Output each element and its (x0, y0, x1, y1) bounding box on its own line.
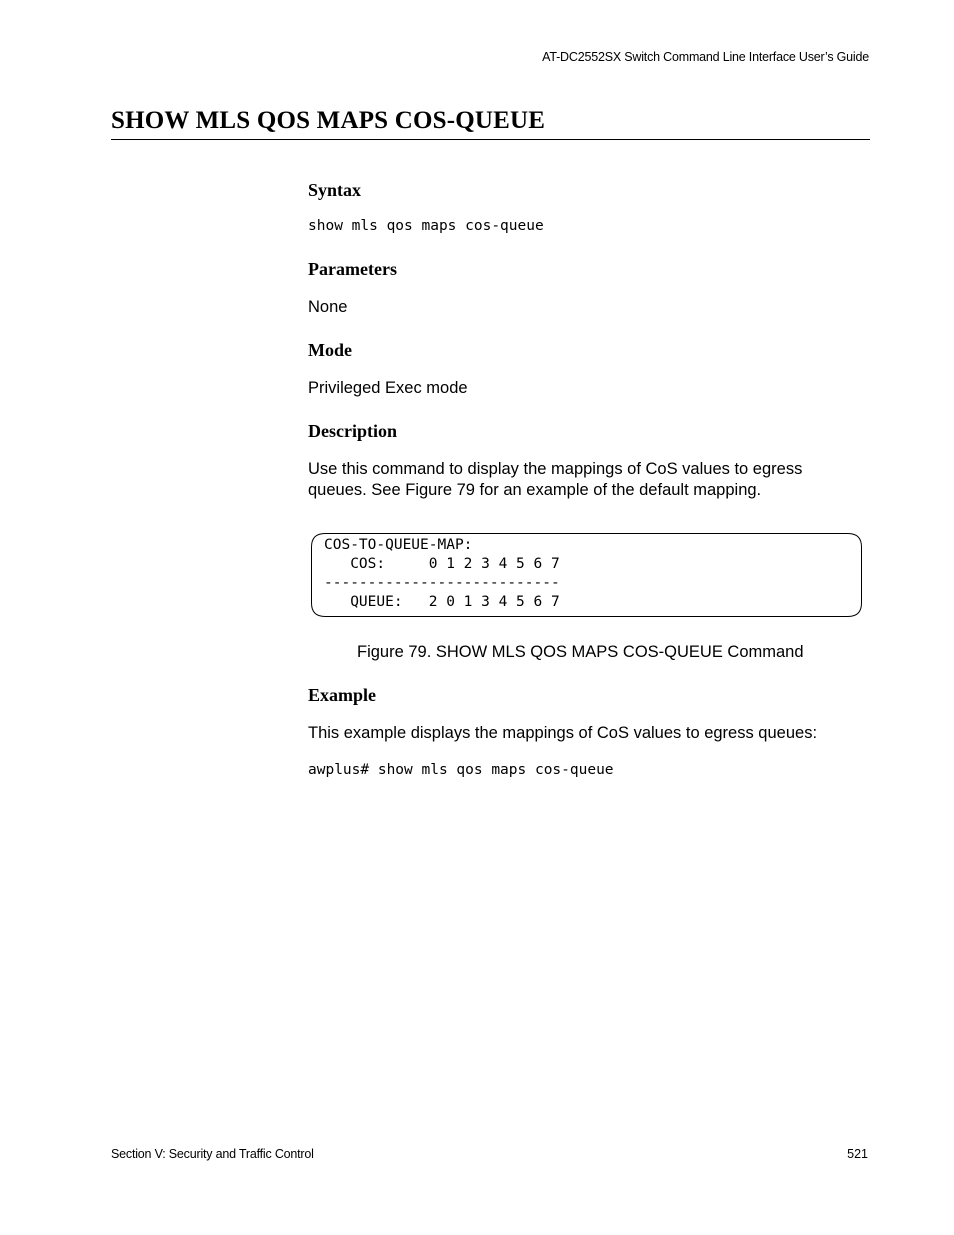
figure-code-box (311, 533, 862, 617)
description-line-1: Use this command to display the mappings of CoS values to egress (308, 460, 803, 478)
figure-caption: Figure 79. SHOW MLS QOS MAPS COS-QUEUE Command (357, 643, 804, 661)
page-title: SHOW MLS QOS MAPS COS-QUEUE (111, 107, 546, 134)
figure-line-2: COS: 0 1 2 3 4 5 6 7 (324, 556, 560, 572)
example-heading: Example (308, 685, 377, 705)
footer-section-title: Section V: Security and Traffic Control (111, 1147, 314, 1161)
figure-line-1: COS-TO-QUEUE-MAP: (324, 537, 473, 553)
mode-text: Privileged Exec mode (308, 379, 468, 397)
parameters-text: None (308, 298, 348, 316)
parameters-heading: Parameters (308, 259, 397, 279)
syntax-code: show mls qos maps cos-queue (308, 218, 544, 234)
footer-page-number: 521 (847, 1147, 868, 1161)
example-code: awplus# show mls qos maps cos-queue (308, 762, 614, 778)
figure-line-4: QUEUE: 2 0 1 3 4 5 6 7 (324, 594, 560, 610)
title-rule (111, 139, 870, 140)
example-text: This example displays the mappings of CoS values to egress queues: (308, 724, 818, 742)
description-heading: Description (308, 421, 397, 441)
description-line-2: queues. See Figure 79 for an example of the default mapping. (308, 481, 762, 499)
running-header: AT-DC2552SX Switch Command Line Interface User’s Guide (542, 50, 869, 64)
mode-heading: Mode (308, 340, 352, 360)
syntax-heading: Syntax (308, 180, 362, 200)
figure-line-3: --------------------------- (324, 575, 560, 591)
